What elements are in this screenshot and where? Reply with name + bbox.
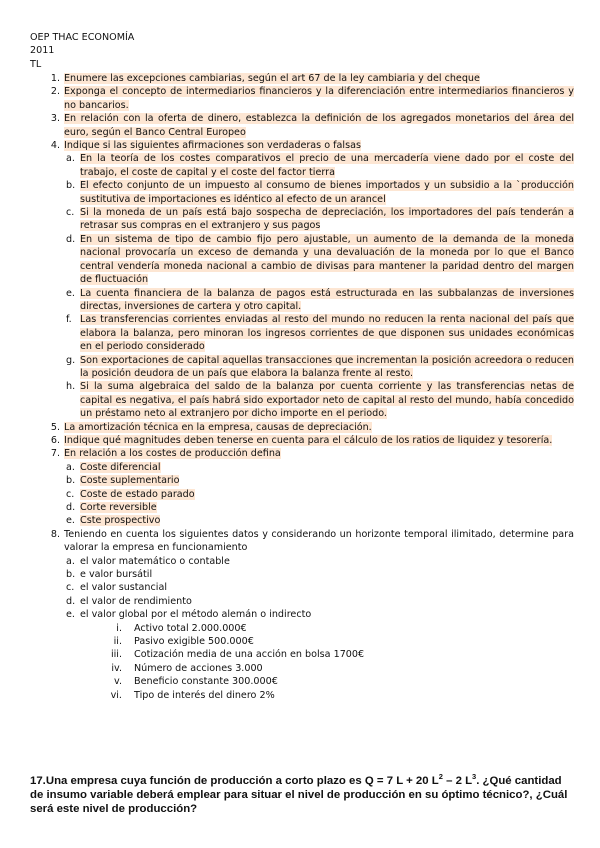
question-text: En relación con la oferta de dinero, establezca la definición de los agregados monetarios del área del euro, según el Banco Central Europeo [64, 113, 574, 138]
sub-item [44, 206, 574, 233]
exponent-2: 2 [438, 772, 443, 781]
sub-item-text: En un sistema de tipo de cambio fijo pero ajustable, un aumento de la demanda de la moneda nacional provocaría un exceso de demanda y una devaluación de la moneda por lo que el Banco central vendería moneda nacional a cambio de divisas para mantener la paridad dentro del margen de fluctuación [80, 233, 574, 286]
sub-item-label: f. [66, 314, 72, 326]
question-number: 8. [50, 528, 60, 540]
sub-item-label: c. [66, 582, 75, 594]
sub-item-text: el valor matemático o contable [80, 555, 230, 567]
question-number: 1. [50, 73, 60, 84]
question-number: 4. [50, 140, 60, 152]
sub-item [44, 179, 574, 206]
question-item [44, 421, 574, 434]
sub-item [44, 501, 574, 514]
data-item [44, 662, 574, 675]
data-item [44, 648, 574, 661]
sub-item-label: c. [66, 488, 75, 500]
question-number: 6. [50, 434, 60, 446]
sub-item-label: c. [66, 207, 75, 219]
data-item-text: Número de acciones 3.000 [134, 662, 263, 674]
data-item-label: vi. [110, 689, 122, 701]
sub-item-text: La cuenta financiera de la balanza de pagos está estructurada en las subbalanzas de inversiones directas, inversiones de cartera y otro capital. [80, 287, 574, 312]
sub-item [44, 152, 574, 179]
question-text: La amortización técnica en la empresa, causas de depreciación. [64, 421, 372, 433]
data-item [44, 675, 574, 688]
question-item [44, 139, 574, 152]
sub-item-label: a. [66, 555, 75, 567]
exponent-3: 3 [472, 772, 477, 781]
final-question [30, 774, 575, 817]
sub-item-text: En la teoría de los costes comparativos el precio de una mercadería viene dado por el coste del trabajo, el coste de capital y el coste del factor tierra [80, 153, 574, 178]
sub-item [44, 354, 574, 381]
sub-item-label: b. [66, 180, 76, 192]
sub-item-text: el valor global por el método alemán o indirecto [80, 609, 312, 621]
question-text: Indique qué magnitudes deben tenerse en cuenta para el cálculo de los ratios de liquidez y tesorería. [64, 434, 553, 446]
question-text: En relación a los costes de producción defina [64, 448, 281, 460]
question-number: 3. [50, 113, 60, 125]
sub-item-label: a. [66, 461, 75, 473]
sub-item-label: e. [66, 609, 75, 621]
sub-item-label: d. [66, 595, 76, 607]
header-title: OEP THAC ECONOMÍA [30, 32, 135, 43]
sub-item-text: El efecto conjunto de un impuesto al consumo de bienes importados y un subsidio a la `producción sustitutiva de importaciones es idéntico al efecto de un arancel [80, 180, 574, 205]
question-number: 5. [50, 421, 60, 433]
sub-item-text: Coste diferencial [80, 461, 161, 473]
question-item [44, 85, 574, 112]
sub-item [44, 233, 574, 287]
data-item-text: Cotización media de una acción en bolsa 1700€ [134, 649, 365, 661]
question-number: 2. [50, 86, 60, 98]
data-item [44, 635, 574, 648]
header-year: 2011 [30, 45, 55, 57]
data-item-text: Pasivo exigible 500.000€ [134, 636, 254, 648]
sub-item-text: Coste suplementario [80, 475, 180, 487]
sub-item-text: Si la suma algebraica del saldo de la balanza por cuenta corriente y las transferencias netas de capital es negativa, el país habrá sido exportador neto de capital al resto del mundo, había concedido un préstamo neto al extranjero por dicho importe en el periodo. [80, 381, 574, 420]
question-item [44, 528, 574, 555]
data-item [44, 689, 574, 702]
sub-item-text: Las transferencias corrientes enviadas al resto del mundo no reducen la renta nacional del país que elabora la balanza, pero minoran los ingresos corrientes de que disponen sus unidades económicas en el periodo considerado [80, 314, 574, 353]
final-question-text-c: . ¿Qué cantidad de insumo variable deberá emplear para situar el nivel de producción en su óptimo técnico?, ¿Cuál será este nivel de producción? [30, 775, 568, 816]
final-question-number: 17. [30, 775, 46, 787]
question-item [44, 447, 574, 460]
question-text: Teniendo en cuenta los siguientes datos y considerando un horizonte temporal ilimitado, determine para valorar la empresa en funcionamiento [64, 528, 574, 554]
sub-item [44, 461, 574, 474]
data-item-text: Activo total 2.000.000€ [134, 622, 247, 634]
sub-item [44, 608, 574, 621]
sub-item [44, 313, 574, 353]
sub-item [44, 514, 574, 527]
question-text: Indique si las siguientes afirmaciones son verdaderas o falsas [64, 140, 361, 152]
sub-item-label: a. [66, 153, 75, 165]
sub-item [44, 581, 574, 594]
sub-item-text: e valor bursátil [80, 569, 153, 581]
document-header [30, 31, 134, 71]
sub-item-text: el valor de rendimiento [80, 595, 192, 607]
sub-item-text: Son exportaciones de capital aquellas transacciones que incrementan la posición acreedora o reducen la posición deudora de un país que elabora la balanza frente al resto. [80, 354, 574, 379]
header-initials: TL [30, 58, 42, 70]
final-question-text-b: – 2 L [442, 775, 473, 787]
sub-item-text: Si la moneda de un país está bajo sospecha de depreciación, los importadores del país tenderán a retrasar sus compras en el extranjero y sus pagos [80, 207, 574, 232]
data-item-label: ii. [113, 636, 122, 648]
sub-item-text: el valor sustancial [80, 582, 167, 594]
sub-item-label: g. [66, 354, 76, 366]
sub-item-label: e. [66, 287, 75, 299]
question-item [44, 434, 574, 447]
sub-item [44, 287, 574, 314]
sub-item-label: b. [66, 569, 76, 581]
question-item [44, 112, 574, 139]
data-item-label: i. [116, 622, 122, 634]
sub-item-text: Cste prospectivo [80, 515, 161, 527]
sub-item-label: e. [66, 515, 75, 527]
question-text: Exponga el concepto de intermediarios financieros y la diferenciación entre intermediarios financieros y no bancarios. [64, 86, 574, 111]
question-list [44, 72, 574, 702]
sub-item [44, 568, 574, 581]
sub-item [44, 380, 574, 420]
data-item [44, 622, 574, 635]
question-text: Enumere las excepciones cambiarias, según el art 67 de la ley cambiaria y del cheque [64, 73, 480, 84]
sub-item-label: d. [66, 233, 76, 245]
final-question-text-a: Una empresa cuya función de producción a corto plazo es Q = 7 L + 20 L [45, 775, 439, 787]
sub-item [44, 555, 574, 568]
sub-item [44, 595, 574, 608]
data-item-text: Beneficio constante 300.000€ [134, 676, 278, 688]
question-number: 7. [50, 448, 60, 460]
sub-item-text: Coste de estado parado [80, 488, 195, 500]
data-item-label: v. [114, 676, 122, 688]
data-item-text: Tipo de interés del dinero 2% [134, 689, 275, 701]
sub-item [44, 474, 574, 487]
sub-item [44, 488, 574, 501]
data-item-label: iv. [111, 662, 122, 674]
question-item [44, 72, 574, 85]
sub-item-label: d. [66, 502, 76, 513]
sub-item-text: Corte reversible [80, 502, 157, 513]
sub-item-label: b. [66, 475, 76, 487]
sub-item-label: h. [66, 381, 76, 393]
data-item-label: iii. [110, 649, 122, 661]
